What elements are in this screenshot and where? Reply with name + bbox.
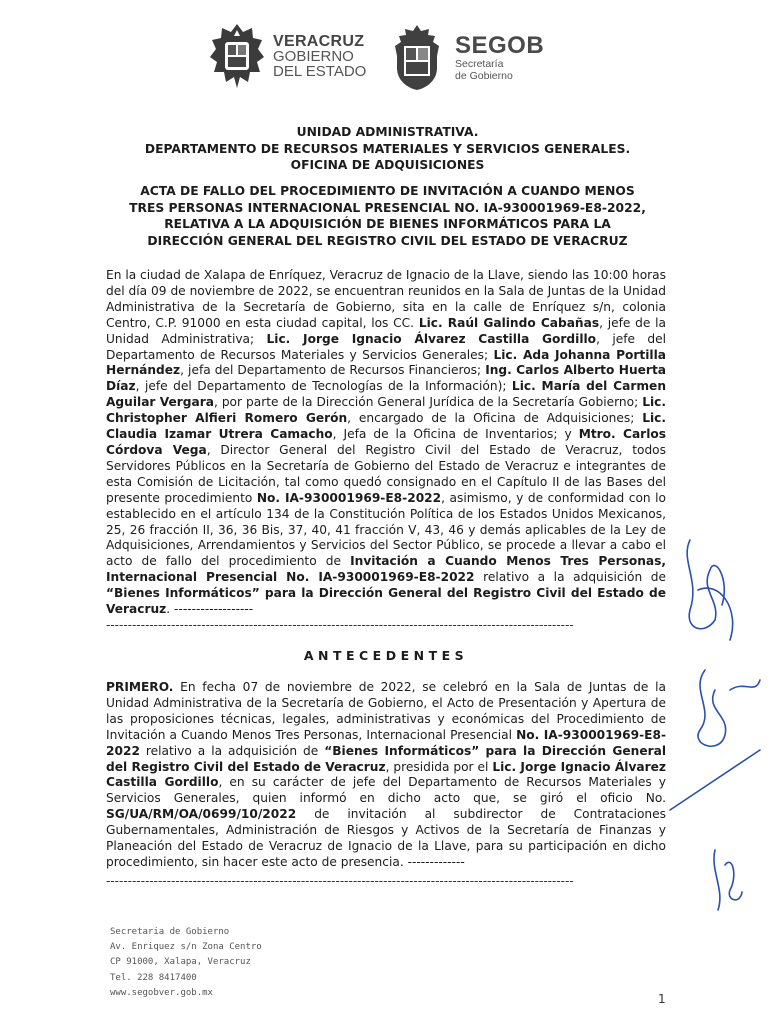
primero-label: PRIMERO.	[106, 680, 174, 694]
intro-name: Lic. Christopher Alfieri Romero Gerón	[106, 395, 666, 426]
primero-text: En fecha 07 de noviembre de 2022, se celebró en la Sala de Juntas de la Unidad Administrativa de la Secretaría de Gobierno, el Acto de Presentación y Apertura de las proposiciones técnicas, legales, administrativas y económicas del Procedimiento de Invitación a Cuando Menos Tres Personas, Internacional Presencial	[106, 680, 666, 742]
primero-text: , presidida por el	[385, 759, 493, 774]
footer-line-3: CP 91000, Xalapa, Veracruz	[110, 957, 251, 968]
footer-line-1: Secretaria de Gobierno	[110, 927, 230, 937]
procedure-number: No. IA-930001969-E8-2022	[256, 490, 442, 505]
intro-paragraph	[106, 268, 666, 618]
intro-text: , Director General del Registro Civil del Estado de Veracruz, todos Servidores Públicos en la Secretaría de Gobierno del Estado de Veracruz e integrantes de esta Comisión de Licitación, tal como quedó consignado en el Capítulo II de las Bases del presente procedimiento	[106, 442, 666, 505]
title-line-3: RELATIVA A LA ADQUISICIÓN DE BIENES INFORMÁTICOS PARA LA	[164, 217, 611, 231]
intro-text: , jefa del Departamento de Recursos Financieros;	[180, 363, 486, 378]
primero-text: relativo a la adquisición de	[139, 743, 325, 758]
heading-line-1: UNIDAD ADMINISTRATIVA.	[296, 125, 479, 139]
segob-wordmark	[455, 34, 544, 82]
official-letter-number: SG/UA/RM/OA/0699/10/2022	[106, 807, 297, 822]
footer-address	[110, 925, 262, 1001]
page-number: 1	[658, 992, 666, 1006]
intro-name: Ing. Carlos Alberto Huerta Díaz	[106, 363, 666, 394]
procedure-name: Invitación a Cuando Menos Tres Personas, Internacional Presencial No. IA-930001969-E8-2022	[106, 554, 666, 585]
intro-text: . ------------------	[166, 602, 254, 617]
heading-line-2: DEPARTAMENTO DE RECURSOS MATERIALES Y SERVICIOS GENERALES.	[144, 141, 631, 156]
segob-subtitle-1: Secretaría	[455, 58, 504, 70]
intro-name: Mtro. Carlos Córdova Vega	[106, 427, 666, 457]
title-line-2: TRES PERSONAS INTERNACIONAL PRESENCIAL NO. IA-930001969-E8-2022,	[129, 200, 646, 215]
veracruz-coat-of-arms-icon	[208, 22, 266, 92]
footer-website: www.segobver.gob.mx	[110, 987, 213, 998]
segob-subtitle-2: de Gobierno	[455, 70, 513, 82]
intro-text: , encargado de la Oficina de Adquisiciones;	[347, 411, 643, 426]
segob-title: SEGOB	[455, 32, 545, 59]
primero-paragraph	[106, 680, 666, 871]
veracruz-wordmark	[273, 34, 366, 79]
intro-text: relativo a la adquisición de	[474, 570, 666, 585]
acquisition-subject: “Bienes Informáticos” para la Dirección General del Registro Civil del Estado de Veracruz	[106, 586, 666, 617]
title-line-4: DIRECCIÓN GENERAL DEL REGISTRO CIVIL DEL ESTADO DE VERACRUZ	[147, 233, 628, 248]
department-heading	[100, 124, 675, 174]
veracruz-subtitle-2: DEL ESTADO	[273, 63, 367, 80]
segob-shield-icon	[387, 22, 447, 92]
primero-text: de invitación al subdirector de Contrataciones Gubernamentales, Administración de Riesgos y Activos de la Secretaría de Finanzas y Planeación del Estado de Veracruz de Ignacio de la Llave, para su participación en dicho procedimiento, sin hacer este acto de presencia. -------------	[106, 807, 666, 869]
intro-text: , jefe de la Unidad Administrativa;	[106, 315, 666, 346]
intro-name: Lic. Ada Johanna Portilla Hernández	[106, 347, 666, 378]
title-line-1: ACTA DE FALLO DEL PROCEDIMIENTO DE INVITACIÓN A CUANDO MENOS	[140, 184, 635, 198]
veracruz-subtitle-1: GOBIERNO	[273, 48, 354, 65]
footer-line-2: Av. Enriquez s/n Zona Centro	[110, 942, 262, 953]
intro-text: , jefe del Departamento de Recursos Materiales y Servicios Generales;	[106, 331, 666, 362]
intro-text: En la ciudad de Xalapa de Enríquez, Veracruz de Ignacio de la Llave, siendo las 10:00 horas del día 09 de noviembre de 2022, se encuentran reunidos en la Sala de Juntas de la Unidad Administrativa de la Secretaría de Gobierno, sita en la calle de Enríquez s/n, colonia Centro, C.P. 91000 en esta ciudad capital, los CC.	[106, 268, 666, 330]
section-title: ANTECEDENTES	[303, 648, 469, 663]
intro-name: Lic. Claudia Izamar Utrera Camacho	[106, 411, 666, 442]
intro-name: Lic. Jorge Ignacio Álvarez Castilla Gordillo	[266, 331, 597, 346]
heading-line-3: OFICINA DE ADQUISICIONES	[290, 158, 485, 172]
presiding-official: Lic. Jorge Ignacio Álvarez Castilla Gordillo	[106, 759, 667, 790]
letterhead	[205, 22, 565, 92]
intro-name: Lic. Raúl Galindo Cabañas	[418, 315, 600, 330]
intro-text: , por parte de la Dirección General Jurídica de la Secretaría Gobierno;	[213, 395, 643, 410]
intro-text: , Jefa de la Oficina de Inventarios; y	[332, 427, 579, 442]
separator-line: ------------------------------------------------------------------------------------------------------------	[106, 874, 574, 888]
footer-line-4: Tel. 228 8417400	[110, 972, 197, 983]
separator-line: ------------------------------------------------------------------------------------------------------------	[106, 618, 574, 632]
intro-text: , asimismo, y de conformidad con lo establecido en el artículo 134 de la Constitución Política de los Estados Unidos Mexicanos, 25, 26 fracción II, 36, 36 Bis, 37, 40, 41 fracción V, 43, 46 y demás aplicables de la Ley de Adquisiciones, Arrendamientos y Servicios del Sector Público, se procede a llevar a cabo el acto de fallo del procedimiento de	[106, 490, 667, 569]
document-title	[100, 183, 675, 249]
acquisition-subject: “Bienes Informáticos” para la Dirección General del Registro Civil del Estado de Veracruz	[106, 743, 666, 774]
veracruz-title: VERACRUZ	[273, 33, 365, 50]
intro-name: Lic. María del Carmen Aguilar Vergara	[106, 379, 666, 410]
procedure-number: No. IA-930001969-E8-2022	[106, 727, 666, 758]
margin-signatures-icon	[660, 520, 765, 930]
primero-text: , en su carácter de jefe del Departamento de Recursos Materiales y Servicios Generales, quien informó en dicho acto que, se giró el oficio No.	[106, 775, 667, 806]
intro-text: , jefe del Departamento de Tecnologías de la Información);	[135, 379, 512, 394]
